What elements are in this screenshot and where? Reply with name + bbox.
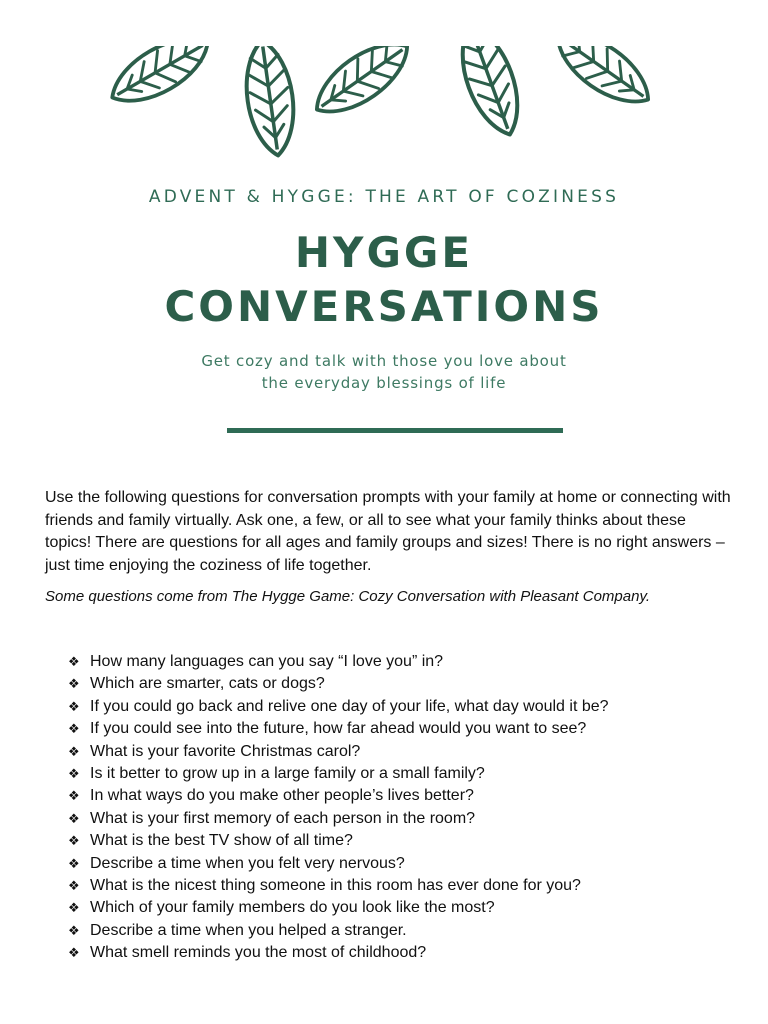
- tagline-line-2: the everyday blessings of life: [261, 374, 507, 392]
- bullet-icon: ❖: [68, 833, 80, 849]
- source-note: Some questions come from The Hygge Game: Cozy Conversation with Pleasant Company.: [45, 588, 650, 605]
- question-text: How many languages can you say “I love you” in?: [90, 653, 444, 670]
- question-text: What is the nicest thing someone in this room has ever done for you?: [90, 877, 581, 895]
- leaf-icon: [102, 24, 219, 116]
- question-text: If you could go back and relive one day of your life, what day would it be?: [90, 697, 609, 715]
- title-line-2: CONVERSATIONS: [164, 282, 604, 331]
- bullet-icon: ❖: [68, 810, 80, 826]
- bullet-icon: ❖: [68, 788, 80, 804]
- list-item: [68, 785, 748, 807]
- bullet-icon: ❖: [68, 900, 80, 916]
- page-title: [0, 226, 768, 334]
- list-item: [68, 830, 748, 852]
- leaf-icon: [546, 19, 661, 117]
- question-text: In what ways do you make other people’s lives better?: [90, 787, 474, 805]
- list-item: [68, 741, 748, 763]
- list-item: [68, 808, 748, 830]
- bullet-icon: ❖: [68, 721, 80, 737]
- list-item: [68, 651, 748, 673]
- list-item: [68, 673, 748, 695]
- question-text: Which of your family members do you look like the most?: [90, 899, 495, 917]
- question-text: What is the best TV show of all time?: [90, 832, 353, 850]
- tagline: [0, 350, 768, 394]
- leaf-icon: [240, 37, 301, 158]
- bullet-icon: ❖: [68, 766, 80, 782]
- question-text: Describe a time when you felt very nervous?: [90, 854, 405, 872]
- list-item: [68, 763, 748, 785]
- bullet-icon: ❖: [68, 676, 80, 692]
- question-text: Is it better to grow up in a large family or a small family?: [90, 765, 485, 783]
- list-item: [68, 718, 748, 740]
- bullet-icon: ❖: [68, 945, 80, 961]
- list-item: [68, 942, 748, 964]
- question-text: What is your first memory of each person in the room?: [90, 809, 476, 827]
- bullet-icon: ❖: [68, 654, 80, 669]
- question-list: [68, 651, 748, 965]
- list-item: [68, 875, 748, 897]
- bullet-icon: ❖: [68, 855, 80, 871]
- bullet-icon: ❖: [68, 922, 80, 938]
- question-text: Describe a time when you helped a stranger.: [90, 921, 407, 939]
- question-text: What smell reminds you the most of childhood?: [90, 944, 427, 962]
- list-item: [68, 920, 748, 942]
- page-subtitle: ADVENT & HYGGE: THE ART OF COZINESS: [148, 187, 620, 207]
- bullet-icon: ❖: [68, 698, 80, 714]
- tagline-line-1: Get cozy and talk with those you love about: [201, 352, 567, 370]
- leaf-icon: [305, 29, 420, 127]
- bullet-icon: ❖: [68, 743, 80, 759]
- leaf-icon: [449, 18, 531, 142]
- bullet-icon: ❖: [68, 878, 80, 894]
- list-item: [68, 696, 748, 718]
- question-text: If you could see into the future, how far ahead would you want to see?: [90, 720, 587, 738]
- list-item: [68, 853, 748, 875]
- list-item: [68, 897, 748, 919]
- divider: [227, 428, 563, 433]
- question-text: Which are smarter, cats or dogs?: [90, 675, 325, 693]
- leaf-decoration: [0, 0, 768, 170]
- title-line-1: HYGGE: [294, 228, 474, 277]
- question-text: What is your favorite Christmas carol?: [90, 742, 361, 760]
- intro-paragraph: Use the following questions for conversation prompts with your family at home or connecting with friends and family virtually. Ask one, a few, or all to see what your family thinks about these topics! There are questions for all ages and family groups and sizes! There is no right answers – just time enjoying the coziness of life together.: [45, 489, 731, 574]
